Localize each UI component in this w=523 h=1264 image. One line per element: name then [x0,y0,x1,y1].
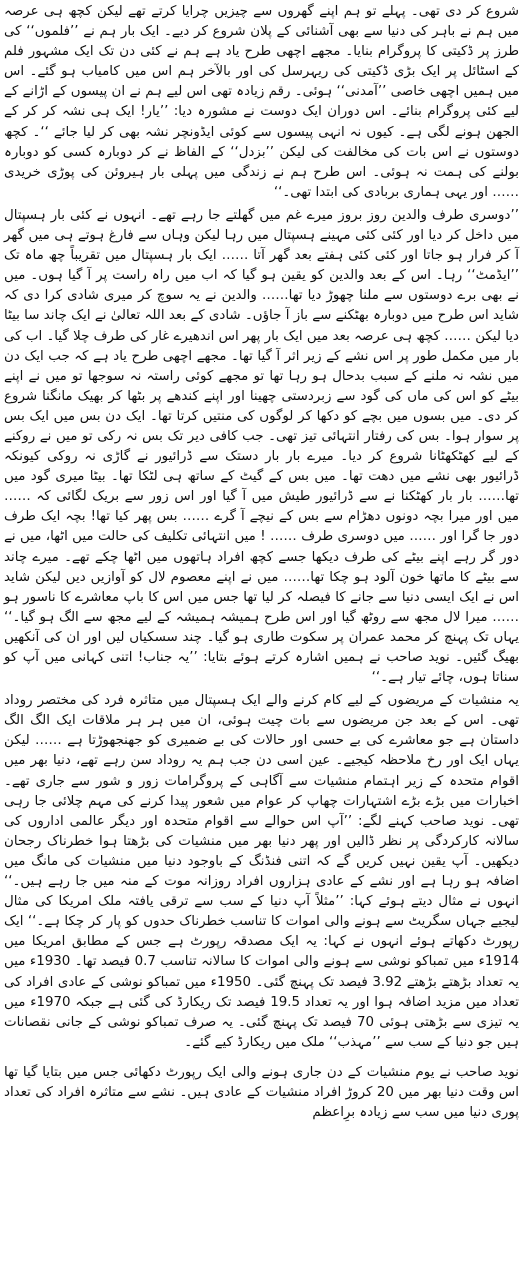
article-paragraph-1: شروع کر دی تھی۔ پہلے تو ہم اپنے گھروں سے چیزیں چرایا کرتے تھے لیکن کچھ ہی عرصہ میں ہم نے باہر کی دنیا سے بھی آشنائی کے پلان شروع کر دیے۔ ایک بار ہم نے ’’فلموں‘‘ کی طرز پر ڈکیتی کا پروگرام بنایا۔ مجھے اچھی طرح یاد ہے ہم نے کئی دن تک ایک مشہور فلم کے اسٹائل پر ایک بڑی ڈکیتی کی ریہرسل کی اور بالآخر ہم اس میں کامیاب ہو گئے۔ اس میں ہمیں اچھی خاصی ’’آمدنی‘‘ ہوئی۔ رقم زیادہ تھی اس لیے ہم نے ان پیسوں کے اڑانے کے لیے کئی پروگرام بنائے۔ اس دوران ایک دوست نے مشورہ دیا: ’’یار! ایک ہی نشہ کر کر کے الجھن ہونے لگی ہے۔ کیوں نہ انہی پیسوں سے کوئی ایڈونچر نشہ بھی کر لیا جائے ‘‘۔ کچھ دوستوں نے اس بات کی مخالفت کی لیکن ’’بزدل‘‘ کے الفاظ نے کر دوبارہ کسی کو دوبارہ بولنے کی ہمت نہ ہوئی۔ اس طرح ہم نے زندگی میں پہلی بار ہیروئن کی پوڑی خریدی …… اور یہی ہماری بربادی کی ابتدا تھی۔‘‘ [4,4,519,200]
article-page [4,2,519,1262]
article-paragraph-3: یہ منشیات کے مریضوں کے لیے کام کرنے والے ایک ہسپتال میں متاثرہ فرد کی مختصر روداد تھی۔ اس کے بعد جن مریضوں سے بات چیت ہوئی، ان میں ہر ہر ملاقات ایک الگ الگ داستان ہے جو معاشرے کی بے حسی اور حالات کی بے ضمیری کو جھنجھوڑتا ہے …… لیکن یہاں ایک اور رخ ملاحظہ کیجیے۔ عین اسی دن جب ہم یہ روداد سن رہے تھے، دنیا بھر میں اقوام متحدہ کے زیر اہتمام منشیات سے آگاہی کے پروگرامات زور و شور سے جاری تھے۔ اخبارات میں بڑے بڑے اشتہارات چھاپ کر عوام میں شعور پیدا کرنے کی مہم چلائی جا رہی تھی۔ نوید صاحب کہنے لگے: ’’آپ اس حوالے سے اقوام متحدہ اور دیگر عالمی اداروں کی سالانہ کارکردگی پر نظر ڈالیں اور پھر دنیا بھر میں منشیات کی بڑھتا ہوا خطرناک رجحان دیکھیں۔ آپ یقین نہیں کریں گے کہ اتنی فنڈنگ کے باوجود دنیا میں منشیات کی مانگ میں اضافہ ہو رہا ہے اور نشے کے عادی ہزاروں افراد روزانہ موت کے منہ میں جا رہے ہیں۔‘‘ انہوں نے مثال دیتے ہوئے کہا: ’’مثلاً آپ دنیا کے سب سے ترقی یافتہ ملک امریکا کی مثال لیجیے جہاں سگریٹ سے ہونے والی اموات کا تناسب خطرناک حدوں کو پار کر چکا ہے۔‘‘ ایک رپورٹ دکھاتے ہوئے انہوں نے کہا: یہ ایک مصدقہ رپورٹ ہے جس کے مطابق امریکا میں 1914ء میں تمباکو نوشی سے ہونے والی اموات کا سالانہ تناسب 0.7 فیصد تھا۔ 1930ء میں یہ تعداد بڑھتے بڑھتے 3.92 فیصد تک پہنچ گئی۔ 1950ء میں تمباکو نوشی کے عادی افراد کی تعداد میں مزید اضافہ ہوا اور یہ تعداد 19.5 فیصد تک ریکارڈ کی گئی ہے جبکہ 1970ء میں یہ تیزی سے بڑھتی ہوئی 70 فیصد تک پہنچ گئی۔ یہ صرف تمباکو نوشی کے جانی نقصانات ہیں جو دنیا کے سب سے ’’مہذب‘‘ ملک میں ریکارڈ کیے گئے۔ [4,693,520,1050]
article-paragraph-2: ’’دوسری طرف والدین روز بروز میرے غم میں گھلتے جا رہے تھے۔ انہوں نے کئی بار ہسپتال میں داخل کر دیا اور کئی کئی مہینے ہسپتال میں رہا لیکن وہاں سے فارغ ہوتے ہی میں گھر آ کر فرار ہو جاتا اور کئی کئی ہفتے بعد گھر آتا …… ایک بار ہسپتال میں تقریباً چھ ماہ تک ’’ایڈمٹ‘‘ رہا۔ اس کے بعد والدین کو یقین ہو گیا کہ اب میں راہ راست پر آ گیا ہوں۔ میں نے بھی برے دوستوں سے ملنا چھوڑ دیا تھا…… والدین نے یہ سوچ کر میری شادی کرا دی کہ شاید اس طرح میں دوبارہ بھٹکنے سے باز آ جاؤں۔ شادی کے بعد اللہ تعالیٰ نے ایک چاند سا بیٹا دیا لیکن …… کچھ ہی عرصہ بعد میں ایک بار پھر اس اندھیرے غار کی طرف چلا گیا۔ اب کی بار میں مکمل طور پر اس نشے کے زیر اثر آ گیا تھا۔ مجھے اچھی طرح یاد ہے کہ جب ایک دن میں نشہ نہ ملنے کے سبب بدحال ہو رہا تھا تو مجھے کوئی راستہ نہ سوجھا تو میں نے اپنے بیٹے کو اس کی ماں کی گود سے زبردستی چھینا اور اپنے کندھے پر بٹھا کر بھیک مانگنا شروع کر دی۔ میں بسوں میں بچے کو دکھا کر لوگوں کی منتیں کرتا تھا۔ ایک دن بس میں ایک بس پر سوار ہوا۔ بس کی رفتار انتہائی تیز تھی۔ جب کافی دیر تک بس نہ رکی تو میں نے روکنے کے لیے کھٹکھٹانا شروع کر دیا۔ میرے بار بار دستک سے ڈرائیور نے گاڑی نہ روکی کیونکہ ڈرائیور بھی نشے میں دھت تھا۔ میں بس کے گیٹ کے ساتھ ہی لٹکا تھا۔ بیٹا میری گود میں تھا…… بار بار کھٹکنا نے سے ڈرائیور طیش میں آ گیا اور اس زور سے بریک لگائی کہ …… میں اور میرا بچہ دونوں دھڑام سے بس کے نیچے آ گرے …… بس پھر کیا تھا! بچہ ایک طرف دور جا گرا اور …… میں دوسری طرف …… ! میں انتہائی تکلیف کی حالت میں اٹھا، میں نے دور گر رہے اپنے بیٹے کی طرف دیکھا جسے کچھ افراد ہاتھوں میں اٹھا چکے تھے۔ میرے چاند سے بیٹے کا ماتھا خون آلود ہو چکا تھا…… میں نے اپنے معصوم لال کو آوازیں دیں لیکن شاید اس نے ایک ایسی دنیا سے جانے کا فیصلہ کر لیا تھا جس میں اس کا باپ معاشرے کا ناسور ہو …… میرا لال مجھ سے روٹھ گیا اور اس طرح ہمیشہ ہمیشہ کے لیے مجھ سے الگ ہو گیا۔‘‘ یہاں تک پہنچ کر محمد عمران پر سکوت طاری ہو گیا۔ چند سسکیاں لیں اور ان کی آنکھیں بھیگ گئیں۔ نوید صاحب نے ہمیں اشارہ کرتے ہوئے بتایا: ’’یہ جناب! اتنی کہانی میں آپ کو سناتا ہوں، چائے تیار ہے۔‘‘ [4,207,519,686]
article-paragraph-4: نوید صاحب نے یوم منشیات کے دن جاری ہونے والی ایک رپورٹ دکھائی جس میں بتایا گیا تھا اس وقت دنیا بھر میں 20 کروڑ افراد منشیات کے عادی ہیں۔ نشے سے متاثرہ افراد کی تعداد پوری دنیا میں سب سے زیادہ برِاعظم [4,1064,519,1121]
